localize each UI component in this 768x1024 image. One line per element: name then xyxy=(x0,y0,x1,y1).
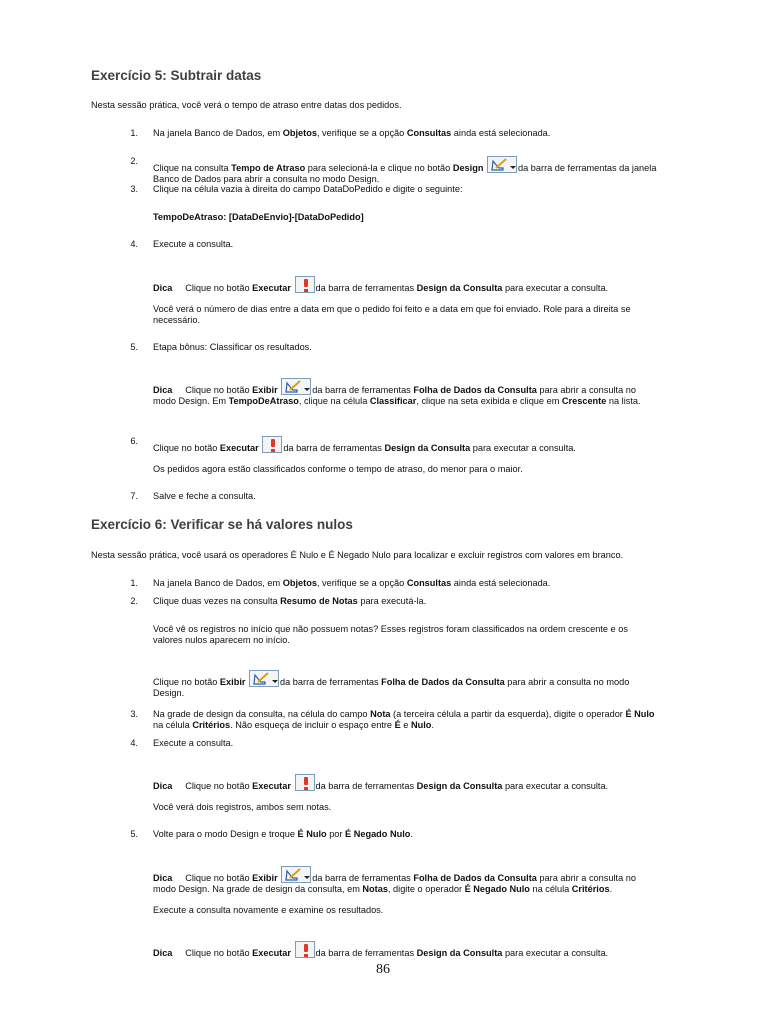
ex6-step1-number: 1. xyxy=(130,578,138,588)
ex6-step5: Volte para o modo Design e troque É Nulo por É Negado Nulo. xyxy=(153,829,413,839)
ex6-step3-number: 3. xyxy=(130,709,138,719)
ex5-step3: Clique na célula vazia à direita do campo DataDoPedido e digite o seguinte: xyxy=(153,184,463,194)
run-exclamation-icon xyxy=(295,276,315,293)
ex6-note2: Você verá dois registros, ambos sem notas. xyxy=(153,802,332,812)
ex5-formula: TempoDeAtraso: [DataDeEnvio]-[DataDoPedido] xyxy=(153,212,364,222)
ex5-step1: Na janela Banco de Dados, em Objetos, verifique se a opção Consultas ainda está selecionada. xyxy=(153,128,551,138)
ex6-tip3: Dica Clique no botão Executar da barra de ferramentas Design da Consulta para executar a consulta. xyxy=(153,941,658,959)
ex6-step2-number: 2. xyxy=(130,596,138,606)
ex5-tip2: Dica Clique no botão Exibir da barra de ferramentas Folha de Dados da Consulta para abrir a consulta no modo Design. Em TempoDeAtraso, clique na célula Classificar, clique na seta exibida e clique em Crescente na lista. xyxy=(153,378,658,407)
ex5-step7-number: 7. xyxy=(130,491,138,501)
run-exclamation-icon xyxy=(295,774,315,791)
ex5-intro: Nesta sessão prática, você verá o tempo de atraso entre datas dos pedidos. xyxy=(91,100,402,110)
design-view-icon xyxy=(487,156,517,173)
ex5-step4: Execute a consulta. xyxy=(153,239,234,249)
ex6-step1: Na janela Banco de Dados, em Objetos, verifique se a opção Consultas ainda está selecionada. xyxy=(153,578,551,588)
ex5-tip1: Dica Clique no botão Executar da barra de ferramentas Design da Consulta para executar a consulta. xyxy=(153,276,658,294)
ex5-step5: Etapa bônus: Classificar os resultados. xyxy=(153,342,312,352)
ex6-heading: Exercício 6: Verificar se há valores nulos xyxy=(91,517,353,532)
ex5-heading: Exercício 5: Subtrair datas xyxy=(91,68,262,83)
ex5-step6: Clique no botão Executar da barra de ferramentas Design da Consulta para executar a consulta. xyxy=(153,436,658,454)
design-view-icon xyxy=(249,670,279,687)
run-exclamation-icon xyxy=(262,436,282,453)
run-exclamation-icon xyxy=(295,941,315,958)
design-view-icon xyxy=(281,378,311,395)
ex6-tip2: Dica Clique no botão Exibir da barra de ferramentas Folha de Dados da Consulta para abrir a consulta no modo Design. Na grade de design da consulta, em Notas, digite o operador É Negado Nulo na célula Critérios. xyxy=(153,866,658,895)
design-view-icon xyxy=(281,866,311,883)
ex5-note2: Os pedidos agora estão classificados conforme o tempo de atraso, do menor para o maior. xyxy=(153,464,523,474)
ex6-step2: Clique duas vezes na consulta Resumo de Notas para executá-la. xyxy=(153,596,427,606)
ex6-note3: Execute a consulta novamente e examine os resultados. xyxy=(153,905,384,915)
ex5-step4-number: 4. xyxy=(130,239,138,249)
ex6-step4: Execute a consulta. xyxy=(153,738,234,748)
ex5-step6-number: 6. xyxy=(130,436,138,446)
ex6-intro: Nesta sessão prática, você usará os operadores É Nulo e É Negado Nulo para localizar e excluir registros com valores em branco. xyxy=(91,550,624,560)
ex5-step2-number: 2. xyxy=(130,156,138,166)
ex6-step5-number: 5. xyxy=(130,829,138,839)
ex6-view-instruction: Clique no botão Exibir da barra de ferramentas Folha de Dados da Consulta para abrir a consulta no modo Design. xyxy=(153,670,658,699)
ex5-step5-number: 5. xyxy=(130,342,138,352)
ex5-step7: Salve e feche a consulta. xyxy=(153,491,256,501)
ex5-step1-number: 1. xyxy=(130,128,138,138)
ex6-note1: Você vê os registros no início que não possuem notas? Esses registros foram classificados na ordem crescente e os valores nulos aparecem no início. xyxy=(153,624,628,645)
ex6-tip1: Dica Clique no botão Executar da barra de ferramentas Design da Consulta para executar a consulta. xyxy=(153,774,658,792)
ex6-step3: Na grade de design da consulta, na célula do campo Nota (a terceira célula a partir da esquerda), digite o operador É Nulo na célula Critérios. Não esqueça de incluir o espaço entre É e Nulo. xyxy=(153,709,655,730)
page-number: 86 xyxy=(376,962,390,977)
ex5-note1: Você verá o número de dias entre a data em que o pedido foi feito e a data em que foi enviado. Role para a direita se necessário. xyxy=(153,304,631,325)
ex6-step4-number: 4. xyxy=(130,738,138,748)
ex5-step3-number: 3. xyxy=(130,184,138,194)
ex5-step2: Clique na consulta Tempo de Atraso para selecioná-la e clique no botão Design da barra de ferramentas da janela Banco de Dados para abrir a consulta no modo Design. xyxy=(153,156,658,185)
